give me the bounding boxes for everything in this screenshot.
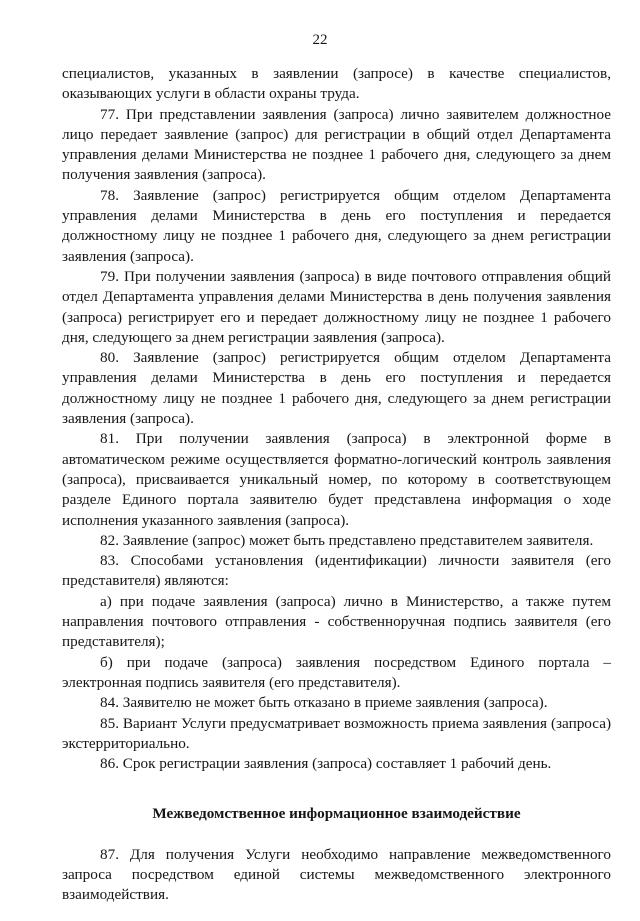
paragraph-85: 85. Вариант Услуги предусматривает возможность приема заявления (запроса) экстерриториально. (62, 714, 611, 752)
paragraph-83-a: а) при подаче заявления (запроса) лично в Министерство, а также путем направления почтового отправления - собственноручная подпись заявителя (его представителя); (62, 592, 611, 651)
paragraph-80: 80. Заявление (запрос) регистрируется общим отделом Департамента управления делами Министерства в день его поступления и передается должностному лицу не позднее 1 рабочего дня, следующего за днем регистрации заявления (запроса). (62, 349, 611, 428)
paragraph-84: 84. Заявителю не может быть отказано в приеме заявления (запроса). (100, 694, 548, 712)
paragraph-83-b: б) при подаче (запроса) заявления посредством Единого портала – электронная подпись заявителя (его представителя). (62, 653, 611, 691)
paragraph-82: 82. Заявление (запрос) может быть представлено представителем заявителя. (100, 531, 594, 549)
document-body (62, 64, 611, 906)
section-heading: Межведомственное информационное взаимодействие (152, 805, 521, 823)
page-number: 22 (312, 32, 328, 48)
paragraph-79: 79. При получении заявления (запроса) в виде почтового отправления общий отдел Департамента управления делами Министерства в день получения заявления (запроса) регистрирует его и передает должностному лицу не позднее 1 рабочего дня, следующего за днем регистрации заявления (запроса). (62, 267, 611, 346)
paragraph-83: 83. Способами установления (идентификации) личности заявителя (его представителя) являются: (62, 552, 611, 590)
paragraph-81: 81. При получении заявления (запроса) в электронной форме в автоматическом режиме осуществляется форматно-логический контроль заявления (запроса), присваивается уникальный номер, по которому в соответствующем разделе Единого портала заявителю будет представлена информация о ходе исполнения указанного заявления (запроса). (62, 430, 611, 529)
paragraph-77: 77. При представлении заявления (запроса) лично заявителем должностное лицо передает заявление (запрос) для регистрации в общий отдел Департамента управления делами Министерства не позднее 1 рабочего дня, следующего за днем получения заявления (запроса). (62, 105, 611, 184)
paragraph-78: 78. Заявление (запрос) регистрируется общим отделом Департамента управления делами Министерства в день его поступления и передается должностному лицу не позднее 1 рабочего дня, следующего за днем регистрации заявления (запроса). (62, 186, 611, 265)
paragraph-87: 87. Для получения Услуги необходимо направление межведомственного запроса посредством единой системы межведомственного электронного взаимодействия. (62, 845, 611, 904)
paragraph-continuation: специалистов, указанных в заявлении (запросе) в качестве специалистов, оказывающих услуги в области охраны труда. (62, 65, 611, 103)
paragraph-86: 86. Срок регистрации заявления (запроса) составляет 1 рабочий день. (100, 755, 552, 773)
